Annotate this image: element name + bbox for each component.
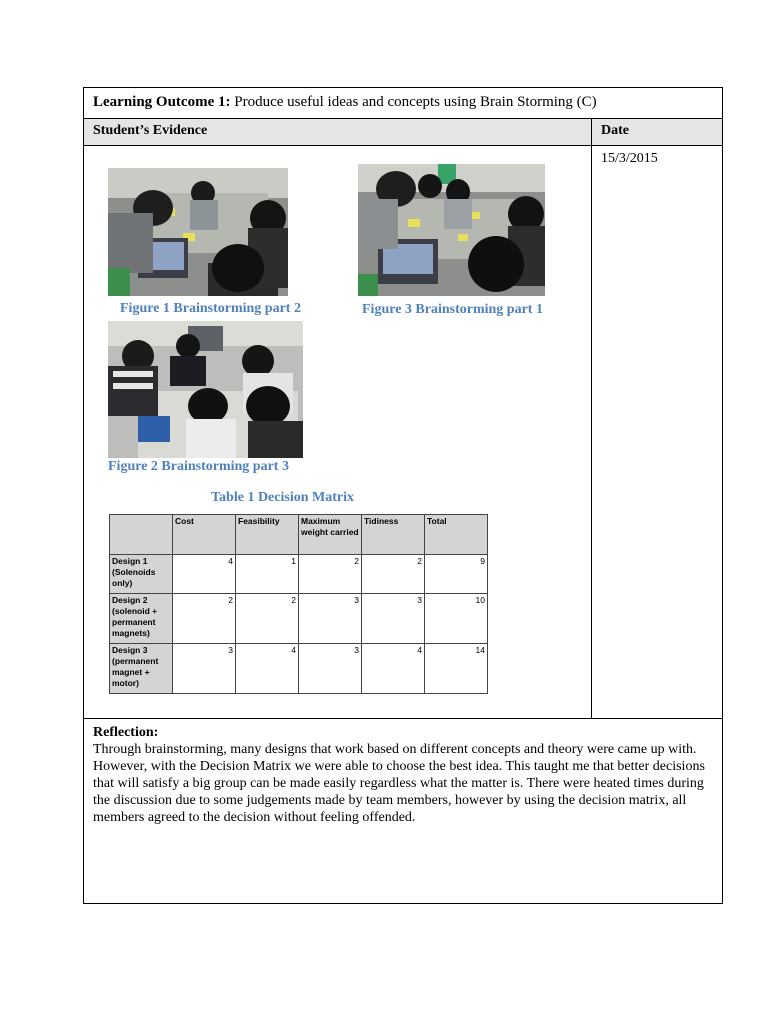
matrix-cell: 3 xyxy=(299,594,362,644)
learning-outcome-text: Produce useful ideas and concepts using Brain Storming (C) xyxy=(230,94,597,110)
matrix-col-header: Tidiness xyxy=(362,515,425,555)
date-value: 15/3/2015 xyxy=(601,151,658,166)
figure-3-caption: Figure 3 Brainstorming part 1 xyxy=(362,302,543,317)
reflection-section xyxy=(93,724,715,826)
decision-matrix-table xyxy=(109,514,488,694)
matrix-col-header: Maximum weight carried xyxy=(299,515,362,555)
matrix-header-row xyxy=(110,515,488,555)
design-label: Design 1 (Solenoids only) xyxy=(110,555,173,594)
matrix-cell: 2 xyxy=(173,594,236,644)
matrix-cell: 3 xyxy=(299,644,362,694)
learning-outcome-row xyxy=(84,88,722,119)
matrix-col-header: Total xyxy=(425,515,488,555)
matrix-cell: 3 xyxy=(173,644,236,694)
brainstorming-photo-2 xyxy=(108,321,303,458)
column-divider xyxy=(591,119,592,719)
matrix-col-header: Feasibility xyxy=(236,515,299,555)
matrix-cell: 2 xyxy=(299,555,362,594)
brainstorming-photo-1 xyxy=(108,168,288,296)
students-evidence-header: Student’s Evidence xyxy=(93,123,208,138)
matrix-corner-cell xyxy=(110,515,173,555)
table-row xyxy=(110,644,488,694)
table-row xyxy=(110,594,488,644)
matrix-cell: 1 xyxy=(236,555,299,594)
matrix-cell: 4 xyxy=(173,555,236,594)
matrix-cell: 4 xyxy=(362,644,425,694)
matrix-cell: 3 xyxy=(362,594,425,644)
matrix-col-header: Cost xyxy=(173,515,236,555)
matrix-cell: 2 xyxy=(236,594,299,644)
reflection-title: Reflection: xyxy=(93,725,159,740)
evidence-form xyxy=(83,87,723,904)
table-header-row xyxy=(84,119,722,146)
reflection-divider xyxy=(84,718,722,719)
matrix-cell: 2 xyxy=(362,555,425,594)
matrix-cell: 10 xyxy=(425,594,488,644)
matrix-cell: 14 xyxy=(425,644,488,694)
date-header: Date xyxy=(601,123,629,138)
design-label: Design 2 (solenoid + permanent magnets) xyxy=(110,594,173,644)
reflection-body: Through brainstorming, many designs that work based on different concepts and theory were came up with. However, with the Decision Matrix we were able to choose the best idea. This taught me that better decisions that will satisfy a big group can be made easily regardless what the matter is. There were heated times during the discussion due to some judgements made by team members, however by using the decision matrix, all members agreed to the decision without feeling offended. xyxy=(93,742,705,825)
table-row xyxy=(110,555,488,594)
design-label: Design 3 (permanent magnet + motor) xyxy=(110,644,173,694)
matrix-cell: 9 xyxy=(425,555,488,594)
matrix-cell: 4 xyxy=(236,644,299,694)
figure-2-caption: Figure 2 Brainstorming part 3 xyxy=(108,459,289,474)
brainstorming-photo-3 xyxy=(358,164,545,296)
figure-1-caption: Figure 1 Brainstorming part 2 xyxy=(120,301,301,316)
table-1-caption: Table 1 Decision Matrix xyxy=(211,490,354,505)
learning-outcome-label: Learning Outcome 1: xyxy=(93,94,231,110)
